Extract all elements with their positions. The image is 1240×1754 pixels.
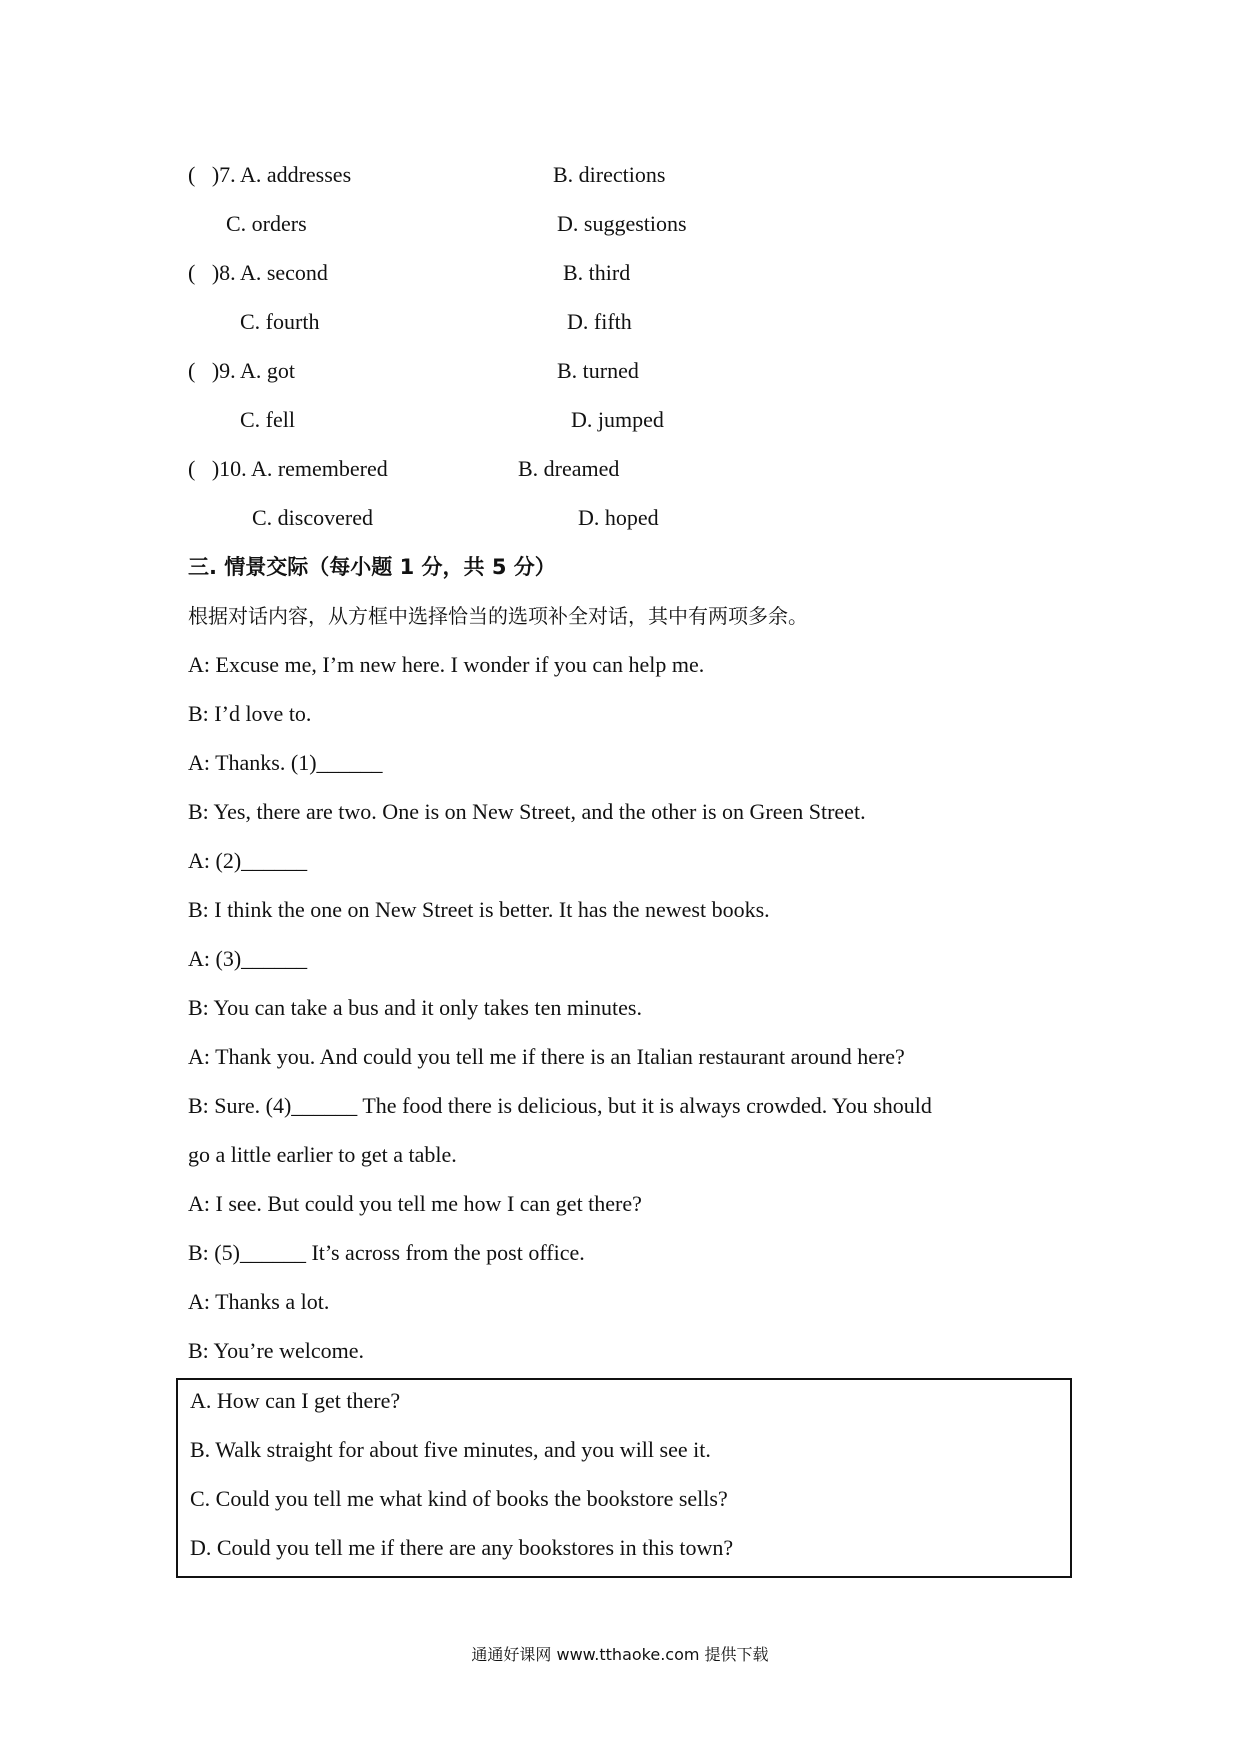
question-9-option-a: ( )9. A. got [188, 358, 295, 383]
dialogue-line: A: Thanks a lot. [188, 1289, 330, 1314]
question-8-option-c: C. fourth [240, 309, 320, 334]
options-box [176, 1378, 1072, 1578]
question-9-option-c: C. fell [240, 407, 295, 432]
dialogue-line: B: I think the one on New Street is better. It has the newest books. [188, 897, 770, 922]
question-10-option-c: C. discovered [252, 505, 373, 530]
question-7-option-d: D. suggestions [557, 211, 687, 236]
section-instruction: 根据对话内容，从方框中选择恰当的选项补全对话，其中有两项多余。 [188, 604, 808, 628]
question-10-option-a: ( )10. A. remembered [188, 456, 388, 481]
dialogue-line: A: Excuse me, I’m new here. I wonder if you can help me. [188, 652, 705, 677]
option-d: D. Could you tell me if there are any bookstores in this town? [190, 1535, 734, 1560]
dialogue-line: A: I see. But could you tell me how I can get there? [188, 1191, 642, 1216]
question-10-option-b: B. dreamed [518, 456, 620, 481]
dialogue-line: A: (3)______ [188, 946, 308, 971]
section-heading: 三. 情景交际（每小题 1 分，共 5 分） [188, 555, 556, 579]
dialogue-line: B: I’d love to. [188, 701, 312, 726]
question-9-option-d: D. jumped [571, 407, 664, 432]
dialogue-line: B: You can take a bus and it only takes ten minutes. [188, 995, 642, 1020]
question-8-option-d: D. fifth [567, 309, 632, 334]
option-b: B. Walk straight for about five minutes, and you will see it. [190, 1437, 711, 1462]
page-footer: 通通好课网 www.tthaoke.com 提供下载 [471, 1645, 769, 1664]
dialogue-line: B: (5)______ It’s across from the post office. [188, 1240, 585, 1265]
dialogue-line: B: Sure. (4)______ The food there is delicious, but it is always crowded. You should [188, 1093, 932, 1118]
question-8-option-a: ( )8. A. second [188, 260, 328, 285]
question-7-option-a: ( )7. A. addresses [188, 162, 352, 187]
dialogue-line: B: Yes, there are two. One is on New Street, and the other is on Green Street. [188, 799, 866, 824]
option-a: A. How can I get there? [190, 1388, 401, 1413]
question-7-option-c: C. orders [226, 211, 307, 236]
question-8-option-b: B. third [563, 260, 631, 285]
question-10-option-d: D. hoped [578, 505, 659, 530]
dialogue-line: A: (2)______ [188, 848, 308, 873]
dialogue-line: A: Thank you. And could you tell me if there is an Italian restaurant around here? [188, 1044, 905, 1069]
dialogue-line: A: Thanks. (1)______ [188, 750, 383, 775]
option-c: C. Could you tell me what kind of books the bookstore sells? [190, 1486, 728, 1511]
question-9-option-b: B. turned [557, 358, 639, 383]
question-7-option-b: B. directions [553, 162, 666, 187]
dialogue-line: B: You’re welcome. [188, 1338, 364, 1363]
dialogue-line: go a little earlier to get a table. [188, 1142, 457, 1167]
